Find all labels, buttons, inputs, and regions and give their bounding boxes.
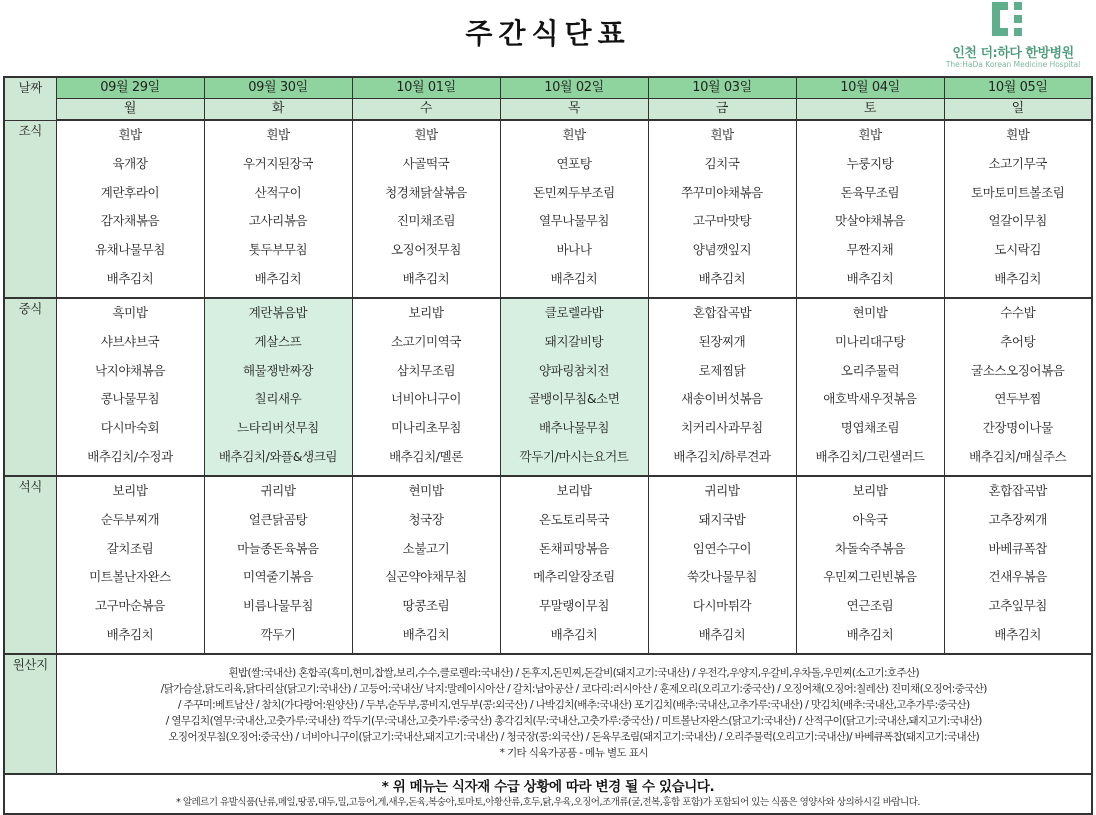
- hospital-logo: [938, 2, 1088, 72]
- dinner-cell: [944, 476, 1092, 654]
- day-date: 10월 04일: [796, 77, 944, 99]
- menu-item: 양념깻잎지: [692, 242, 752, 258]
- menu-item: 차돌숙주볶음: [834, 540, 906, 556]
- lunch-cell: [500, 298, 648, 476]
- menu-item: 토마토미트볼조림: [971, 184, 1065, 200]
- menu-item: 배추김치/와플&생크림: [218, 448, 338, 464]
- allergy-notice: * 알레르기 유발식품(난류,메일,땅콩,대두,밀,고등어,게,새우,돈육,복숭아,토마토,아황산류,호두,닭,우육,오징어,조개류(굴,전복,홍합 포함)가 포함되어 있는 식품은 영양사와 상의하시길 바랍니다.: [176, 797, 920, 808]
- menu-item: 흰밥: [118, 127, 142, 142]
- menu-item: 계란볶음밥: [248, 305, 308, 320]
- origin-label: 원산지: [4, 654, 56, 774]
- menu-item: 배추김치: [550, 626, 598, 642]
- day-date: 09월 30일: [204, 77, 352, 99]
- menu-item: 연근조림: [846, 598, 894, 614]
- menu-item: 감자채볶음: [100, 213, 160, 229]
- menu-item: 오리주물럭: [840, 362, 900, 378]
- menu-item: 굴소스오징어볶음: [971, 362, 1065, 378]
- notice-row: [4, 774, 1092, 814]
- menu-item: 깍두기/마시는요거트: [519, 448, 629, 464]
- menu-item: 해물쟁반짜장: [242, 362, 314, 378]
- menu-item: 배추김치: [846, 626, 894, 642]
- menu-item: 무말랭이무침: [538, 598, 610, 614]
- day-of-week: 수: [352, 99, 500, 121]
- menu-item: 돼지갈비탕: [544, 333, 604, 349]
- menu-item: 건새우볶음: [988, 569, 1047, 585]
- menu-item: 흰밥: [562, 127, 586, 142]
- menu-item: 로제찜닭: [698, 362, 746, 378]
- breakfast-cell: [352, 120, 500, 298]
- origin-line: 오징어젓무침(오징어:중국산) / 너비아니구이(닭고기:국내산,돼지고기:국내산) / 청국장(콩:외국산) / 돈육무조림(돼지고기:국내산) / 오리주물럭(오리고기:국내산)/ 바베큐폭찹(돼지고기:국내산): [168, 731, 980, 743]
- menu-item: 메추리알장조림: [533, 569, 615, 585]
- origin-line: 흰밥(쌀:국내산) 혼합곡(흑미,현미,찹쌀,보리,수수,클로렐라:국내산) / 돈후지,돈민찌,돈갈비(돼지고기:국내산) / 우전각,우양지,우갈비,우차돌,우민찌(소고기:호주산): [228, 667, 920, 679]
- origin-text: [57, 655, 1092, 761]
- menu-item: 귀리밥: [260, 483, 296, 498]
- menu-item: 쭈꾸미야채볶음: [681, 184, 763, 200]
- day-of-week: 일: [944, 99, 1092, 121]
- menu-item: 온도토리묵국: [538, 511, 610, 527]
- origin-line: / 열무김치(열무:국내산,고춧가루:국내산) 깍두기(무:국내산,고춧가루:중국산) 총각김치(무:국내산,고춧가루:중국산) / 미트볼난자완스(닭고기:국내산) / 산적구이(닭고기:국내산,돼지고기:국내산): [165, 715, 982, 727]
- menu-item: 열무나물무침: [538, 213, 610, 229]
- breakfast-cell: [648, 120, 796, 298]
- menu-item: 육개장: [112, 155, 148, 171]
- menu-item: 콩나물무침: [100, 391, 160, 407]
- breakfast-row: [4, 120, 1092, 298]
- menu-item: 배추김치: [994, 626, 1042, 642]
- lunch-cell: [648, 298, 796, 476]
- menu-item: 배추김치: [402, 270, 450, 286]
- menu-item: 바베큐폭찹: [988, 540, 1047, 556]
- menu-item: 배추김치: [994, 270, 1042, 286]
- menu-item: 미나리초무침: [390, 420, 462, 436]
- dinner-cell: [648, 476, 796, 654]
- menu-item: 배추김치: [402, 626, 450, 642]
- menu-item: 된장찌개: [698, 333, 746, 349]
- origin-line: * 기타 식육가공품 - 메뉴 별도 표시: [499, 747, 648, 759]
- menu-item: 소고기무국: [988, 155, 1047, 171]
- dinner-label: 석식: [4, 476, 56, 654]
- logo-subtitle: The:HaDa Korean Medicine Hospital: [945, 60, 1081, 69]
- day-of-week: 월: [56, 99, 204, 121]
- menu-item: 연포탕: [556, 155, 592, 171]
- day-of-week: 금: [648, 99, 796, 121]
- lunch-row: [4, 298, 1092, 476]
- menu-item: 청경채닭살볶음: [385, 184, 467, 200]
- breakfast-label: 조식: [4, 120, 56, 298]
- menu-item: 배추김치: [254, 270, 302, 286]
- menu-item: 돈채피망볶음: [538, 540, 610, 556]
- menu-item: 우거지된장국: [242, 155, 314, 171]
- day-date: 09월 29일: [56, 77, 204, 99]
- menu-item: 산적구이: [254, 184, 302, 200]
- menu-item: 아욱국: [852, 511, 888, 527]
- menu-item: 흰밥: [1006, 127, 1030, 142]
- menu-item: 비름나물무침: [242, 598, 314, 614]
- menu-item: 마늘종돈육볶음: [237, 540, 319, 556]
- menu-item: 우민찌그린빈볶음: [823, 569, 917, 585]
- menu-item: 보리밥: [556, 483, 592, 498]
- menu-item: 갈치조림: [106, 540, 154, 556]
- dinner-cell: [204, 476, 352, 654]
- origin-cell: [56, 654, 1092, 774]
- menu-item: 흑미밥: [112, 305, 148, 320]
- menu-item: 간장명이나물: [982, 420, 1053, 436]
- notice-cell: [4, 774, 1092, 814]
- menu-item: 흰밥: [266, 127, 290, 142]
- lunch-cell: [944, 298, 1092, 476]
- menu-item: 맛살야채볶음: [834, 213, 906, 229]
- day-of-week: 토: [796, 99, 944, 121]
- menu-item: 흰밥: [710, 127, 734, 142]
- breakfast-cell: [944, 120, 1092, 298]
- menu-item: 배추김치/그린샐러드: [815, 448, 925, 464]
- menu-item: 배추김치: [550, 270, 598, 286]
- menu-item: 고구마맛탕: [692, 213, 752, 229]
- menu-item: 연두부찜: [994, 391, 1042, 407]
- lunch-cell: [796, 298, 944, 476]
- menu-item: 치커리사과무침: [681, 420, 763, 436]
- menu-item: 돈육무조림: [840, 184, 900, 200]
- menu-item: 골뱅이무침&소면: [528, 391, 620, 407]
- menu-item: 임연수구이: [692, 540, 752, 556]
- menu-item: 다시마숙회: [100, 420, 160, 436]
- menu-item: 샤브샤브국: [100, 333, 160, 349]
- menu-item: 보리밥: [408, 305, 444, 320]
- breakfast-cell: [56, 120, 204, 298]
- menu-item: 현미밥: [408, 483, 444, 498]
- menu-item: 배추나물무침: [538, 420, 610, 436]
- menu-item: 돈민찌두부조림: [533, 184, 615, 200]
- menu-item: 소고기미역국: [390, 333, 462, 349]
- menu-item: 애호박새우젓볶음: [823, 391, 917, 407]
- menu-item: 톳두부무침: [248, 242, 308, 258]
- menu-item: 진미채조림: [396, 213, 456, 229]
- menu-item: 계란후라이: [100, 184, 160, 200]
- menu-item: 실곤약야채무침: [385, 569, 467, 585]
- menu-item: 혼합잡곡밥: [988, 483, 1047, 498]
- menu-item: 깍두기: [260, 626, 296, 642]
- menu-item: 얼큰닭곰탕: [248, 511, 308, 527]
- logo-name: 인천 더:하다 한방병원: [952, 46, 1074, 61]
- menu-item: 낙지야채볶음: [94, 362, 166, 378]
- date-row: [4, 77, 1092, 99]
- dinner-cell: [56, 476, 204, 654]
- breakfast-cell: [204, 120, 352, 298]
- dinner-row: [4, 476, 1092, 654]
- menu-item: 고구마순볶음: [94, 598, 166, 614]
- menu-item: 보리밥: [852, 483, 888, 498]
- menu-item: 배추김치/하루견과: [673, 448, 771, 464]
- lunch-cell: [204, 298, 352, 476]
- menu-item: 무짠지채: [846, 242, 894, 258]
- menu-item: 누룽지탕: [846, 155, 894, 171]
- lunch-label: 중식: [4, 298, 56, 476]
- menu-item: 쑥갓나물무침: [686, 569, 758, 585]
- menu-item: 배추김치: [698, 626, 746, 642]
- menu-item: 귀리밥: [704, 483, 740, 498]
- day-of-week: 목: [500, 99, 648, 121]
- menu-item: 유채나물무침: [94, 242, 166, 258]
- menu-item: 미트볼난자완스: [89, 569, 171, 585]
- day-date: 10월 01일: [352, 77, 500, 99]
- breakfast-cell: [796, 120, 944, 298]
- breakfast-cell: [500, 120, 648, 298]
- menu-item: 클로렐라밥: [544, 305, 604, 320]
- menu-item: 배추김치: [106, 270, 154, 286]
- menu-item: 도시락김: [994, 242, 1042, 258]
- menu-item: 수수밥: [1000, 305, 1036, 320]
- menu-item: 배추김치/수정과: [87, 448, 173, 464]
- menu-item: 고추장찌개: [988, 511, 1047, 527]
- menu-item: 흰밥: [414, 127, 438, 142]
- menu-item: 배추김치: [846, 270, 894, 286]
- menu-item: 양파링참치전: [538, 362, 610, 378]
- menu-item: 칠리새우: [254, 391, 302, 407]
- menu-item: 김치국: [704, 155, 740, 171]
- menu-item: 삼치무조림: [396, 362, 456, 378]
- weekly-menu-table: [3, 76, 1093, 815]
- menu-item: 고추잎무침: [988, 598, 1047, 614]
- menu-item: 순두부찌개: [100, 511, 160, 527]
- menu-item: 보리밥: [112, 483, 148, 498]
- menu-item: 새송이버섯볶음: [681, 391, 763, 407]
- day-date: 10월 02일: [500, 77, 648, 99]
- day-of-week: 화: [204, 99, 352, 121]
- menu-item: 흰밥: [858, 127, 882, 142]
- origin-row: [4, 654, 1092, 774]
- menu-item: 사골떡국: [402, 155, 450, 171]
- day-date: 10월 03일: [648, 77, 796, 99]
- menu-item: 미역줄기볶음: [242, 569, 314, 585]
- dinner-cell: [796, 476, 944, 654]
- menu-item: 추어탕: [1000, 333, 1036, 349]
- menu-item: 청국장: [408, 511, 444, 527]
- lunch-cell: [352, 298, 500, 476]
- menu-item: 미나리대구탕: [834, 333, 906, 349]
- menu-item: 고사리볶음: [248, 213, 308, 229]
- day-of-week-row: [4, 99, 1092, 121]
- menu-item: 돼지국밥: [698, 511, 746, 527]
- menu-item: 현미밥: [852, 305, 888, 320]
- menu-item: 배추김치: [698, 270, 746, 286]
- logo-mark-icon: [992, 2, 1032, 36]
- menu-item: 땅콩조림: [402, 598, 450, 614]
- menu-item: 혼합잡곡밥: [692, 305, 752, 320]
- menu-item: 너비아니구이: [390, 391, 462, 407]
- menu-item: 배추김치: [106, 626, 154, 642]
- menu-item: 오징어젓무침: [390, 242, 462, 258]
- menu-item: 배추김치/멜론: [389, 448, 463, 464]
- dinner-cell: [352, 476, 500, 654]
- notice-main: * 위 메뉴는 식자재 수급 상황에 따라 변경 될 수 있습니다.: [381, 779, 715, 795]
- lunch-cell: [56, 298, 204, 476]
- menu-item: 바나나: [556, 242, 592, 258]
- menu-item: 소불고기: [402, 540, 450, 556]
- page-title: 주간식단표: [465, 17, 631, 50]
- menu-item: 느타리버섯무침: [237, 420, 319, 436]
- menu-item: 명엽채조림: [840, 420, 900, 436]
- menu-item: 얼갈이무침: [988, 213, 1047, 229]
- menu-item: 다시마튀각: [692, 598, 752, 614]
- origin-line: /닭가슴살,닭도리육,닭다리살(닭고기:국내산) / 고등어:국내산/ 낙지:말레이시아산 / 갈치:남아공산 / 코다리:러시아산 / 훈제오리(오리고기:중국산) / 오징어채(오징어:칠레산) 진미채(오징어:중국산): [160, 683, 987, 695]
- date-label: 날짜: [4, 77, 56, 120]
- day-date: 10월 05일: [944, 77, 1092, 99]
- origin-line: / 주꾸미:베트남산 / 참치(가다랑어:원양산) / 두부,순두부,콩비지,연두부(콩:외국산) / 나박김치(배추:국내산) 포기김치(배추:국내산,고추가루:국내산) / 맛김치(배추:국내산,고추가루:중국산): [177, 699, 970, 711]
- menu-item: 게살스프: [254, 333, 302, 349]
- dinner-cell: [500, 476, 648, 654]
- menu-item: 배추김치/매실주스: [969, 448, 1067, 464]
